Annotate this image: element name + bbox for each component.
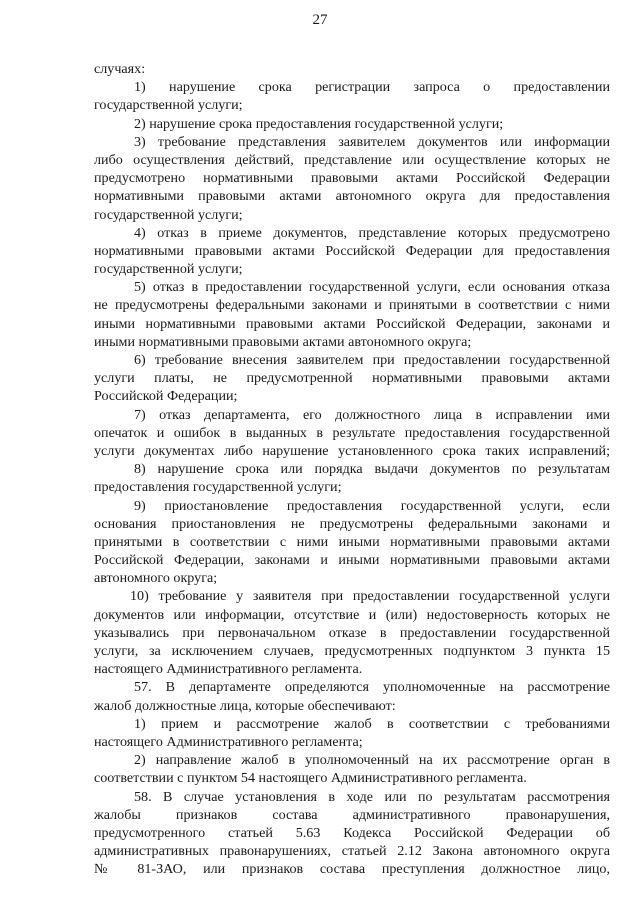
document-body bbox=[94, 60, 610, 878]
text-line: Российской Федерации, законами и иными нормативными правовыми актами bbox=[94, 552, 610, 569]
text-line: указывались при первоначальном отказе в предоставлении государственной bbox=[94, 624, 610, 641]
text-line: государственной услуги; bbox=[94, 206, 243, 223]
text-line: 5) отказ в предоставлении государственной услуги, если основания отказа bbox=[134, 279, 610, 296]
text-line: 3) требование представления заявителем документов или информации bbox=[134, 133, 610, 150]
text-line: административных правонарушениях, статьей 2.12 Закона автономного округа bbox=[94, 843, 610, 860]
text-line: предоставления государственной услуги; bbox=[94, 479, 342, 496]
text-line: 7) отказ департамента, его должностного лица в исправлении ими bbox=[134, 406, 610, 423]
text-line: Российской Федерации; bbox=[94, 388, 238, 405]
text-line: предусмотренного статьей 5.63 Кодекса Российской Федерации об bbox=[94, 824, 610, 841]
text-line: 10) требование у заявителя при предоставлении государственной услуги bbox=[130, 588, 610, 605]
text-line: 6) требование внесения заявителем при предоставлении государственной bbox=[134, 352, 610, 368]
text-line: предусмотрено нормативными правовыми актами Российской Федерации bbox=[94, 170, 610, 187]
text-line: 1) нарушение срока регистрации запроса о предоставлении bbox=[134, 79, 610, 96]
text-line: принятыми в соответствии с ними иными нормативными правовыми актами bbox=[94, 533, 610, 550]
text-line: нормативными правовыми актами Российской Федерации для предоставления bbox=[94, 242, 610, 259]
page-number: 27 bbox=[312, 12, 328, 28]
text-line: 57. В департаменте определяются уполномоченные на рассмотрение bbox=[134, 679, 610, 696]
text-line: соответствии с пунктом 54 настоящего Административного регламента. bbox=[94, 770, 527, 787]
text-line: либо осуществления действий, представление или осуществление которых не bbox=[94, 151, 610, 168]
text-line: государственной услуги; bbox=[94, 97, 243, 114]
text-line: услуги, за исключением случаев, предусмотренных подпунктом 3 пункта 15 bbox=[94, 643, 610, 659]
text-line: 2) нарушение срока предоставления государственной услуги; bbox=[134, 115, 504, 132]
text-line: 4) отказ в приеме документов, представление которых предусмотрено bbox=[134, 224, 610, 241]
text-line: основания приостановления не предусмотрены федеральными законами и bbox=[94, 515, 610, 532]
text-line: случаях: bbox=[94, 61, 146, 77]
text-line: иными нормативными правовыми актами автономного округа; bbox=[94, 333, 472, 350]
text-line: автономного округа; bbox=[94, 570, 218, 587]
text-line: 2) направление жалоб в уполномоченный на их рассмотрение орган в bbox=[134, 752, 610, 769]
text-line: документов или информации, отсутствие и (или) недостоверность которых не bbox=[94, 606, 610, 623]
text-line: настоящего Административного регламента. bbox=[94, 661, 363, 678]
text-line: настоящего Административного регламента; bbox=[94, 733, 363, 750]
text-line: 58. В случае установления в ходе или по результатам рассмотрения bbox=[134, 788, 610, 805]
text-line: 8) нарушение срока или порядка выдачи документов по результатам bbox=[134, 461, 610, 478]
text-line: государственной услуги; bbox=[94, 261, 243, 278]
text-line: услуги документах либо нарушение установленного срока таких исправлений; bbox=[94, 442, 610, 459]
text-line: 1) прием и рассмотрение жалоб в соответствии с требованиями bbox=[134, 715, 610, 732]
text-line: жалобы признаков состава административного правонарушения, bbox=[94, 806, 610, 823]
text-line: нормативными правовыми актами автономного округа для предоставления bbox=[94, 188, 610, 205]
text-line: жалоб должностные лица, которые обеспечивают: bbox=[94, 697, 396, 714]
text-line: не предусмотрены федеральными законами и принятыми в соответствии с ними bbox=[94, 297, 610, 314]
text-line: иными нормативными правовыми актами Российской Федерации, законами и bbox=[94, 315, 610, 332]
text-line: № 81-ЗАО, или признаков состава преступления должностное лицо, bbox=[94, 861, 610, 878]
text-line: 9) приостановление предоставления государственной услуги, если bbox=[134, 497, 610, 514]
text-line: опечаток и ошибок в выданных в результате предоставления государственной bbox=[94, 424, 610, 441]
text-line: услуги платы, не предусмотренной нормативными правовыми актами bbox=[94, 370, 610, 387]
